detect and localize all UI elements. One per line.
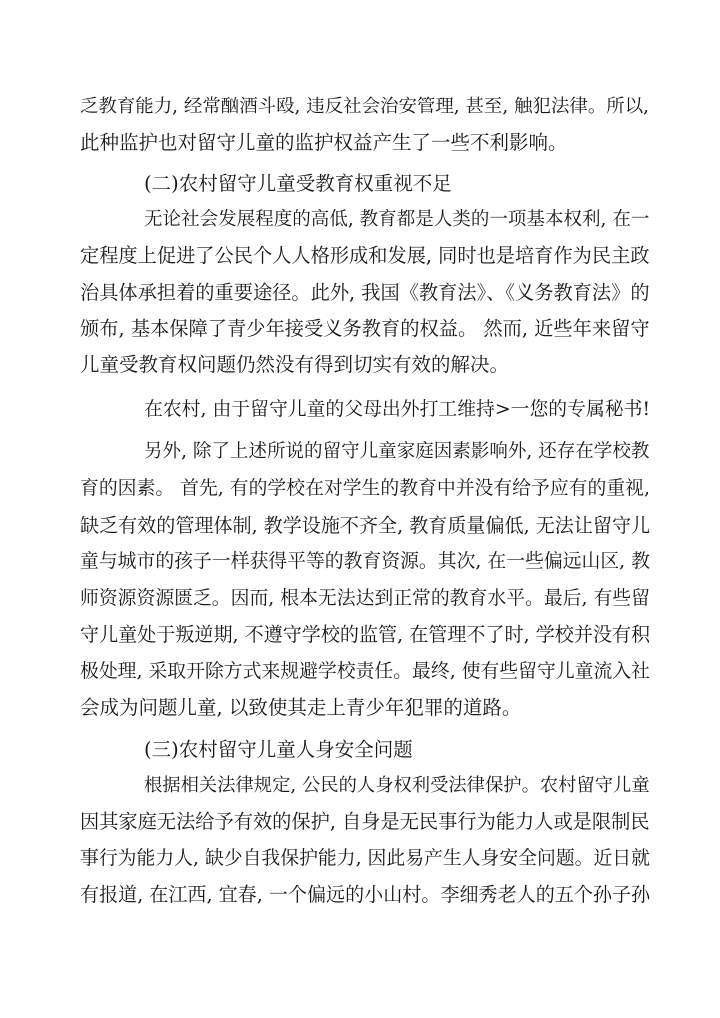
body-text-line: 童与城市的孩子一样获得平等的教育资源。其次, 在一些偏远山区, 教	[80, 551, 650, 572]
body-text-line: 因其家庭无法给予有效的保护, 自身是无民事行为能力人或是限制民	[80, 810, 650, 833]
body-text-line: 缺乏有效的管理体制, 教学设施不齐全, 教育质量偏低, 无法让留守儿	[80, 515, 651, 537]
body-text-line: 无论社会发展程度的高低, 教育都是人类的一项基本权利, 在一	[144, 209, 650, 230]
body-text-line: 极处理, 采取开除方式来规避学校责任。最终, 使有些留守儿童流入社	[80, 661, 650, 682]
section-heading: (三)农村留守儿童人身安全问题	[144, 738, 413, 761]
body-text-line: 育的因素。 首先, 有的学校在对学生的教育中并没有给予应有的重视,	[80, 478, 650, 499]
body-text-line: 有报道, 在江西, 宜春, 一个偏远的小山村。李细秀老人的五个孙子孙	[80, 884, 651, 906]
body-text-line: 守儿童处于叛逆期, 不遵守学校的监管, 在管理不了时, 学校并没有积	[80, 624, 651, 646]
body-text-line: 定程度上促进了公民个人人格形成和发展, 同时也是培育作为民主政	[80, 244, 650, 267]
body-text-line: 另外, 除了上述所说的留守儿童家庭因素影响外, 还存在学校教	[144, 441, 650, 462]
body-text-line: 颁布, 基本保障了青少年接受义务教育的权益。 然而, 近些年来留守	[80, 317, 650, 340]
body-text-line: 会成为问题儿童, 以致使其走上青少年犯罪的道路。	[80, 696, 522, 719]
section-heading: (二)农村留守儿童受教育权重视不足	[144, 172, 452, 195]
body-text-line: 事行为能力人, 缺少自我保护能力, 因此易产生人身安全问题。近日就	[80, 848, 650, 869]
body-text-line: 根据相关法律规定, 公民的人身权利受法律保护。农村留守儿童	[144, 775, 650, 796]
body-text-line: 儿童受教育权问题仍然没有得到切实有效的解决。	[80, 353, 510, 376]
body-text-line: 师资源资源匮乏。因而, 根本无法达到正常的教育水平。最后, 有些留	[80, 588, 650, 609]
body-text-line: 治具体承担着的重要途径。此外, 我国《教育法》、《义务教育法》的	[80, 281, 650, 304]
body-text-line: 乏教育能力, 经常酗酒斗殴, 违反社会治安管理, 甚至, 触犯法律。所以,	[80, 96, 649, 117]
body-text-line: 此种监护也对留守儿童的监护权益产生了一些不利影响。	[80, 131, 568, 154]
body-text-line: 在农村, 由于留守儿童的父母出外打工维持>一您的专属秘书!	[144, 399, 651, 420]
